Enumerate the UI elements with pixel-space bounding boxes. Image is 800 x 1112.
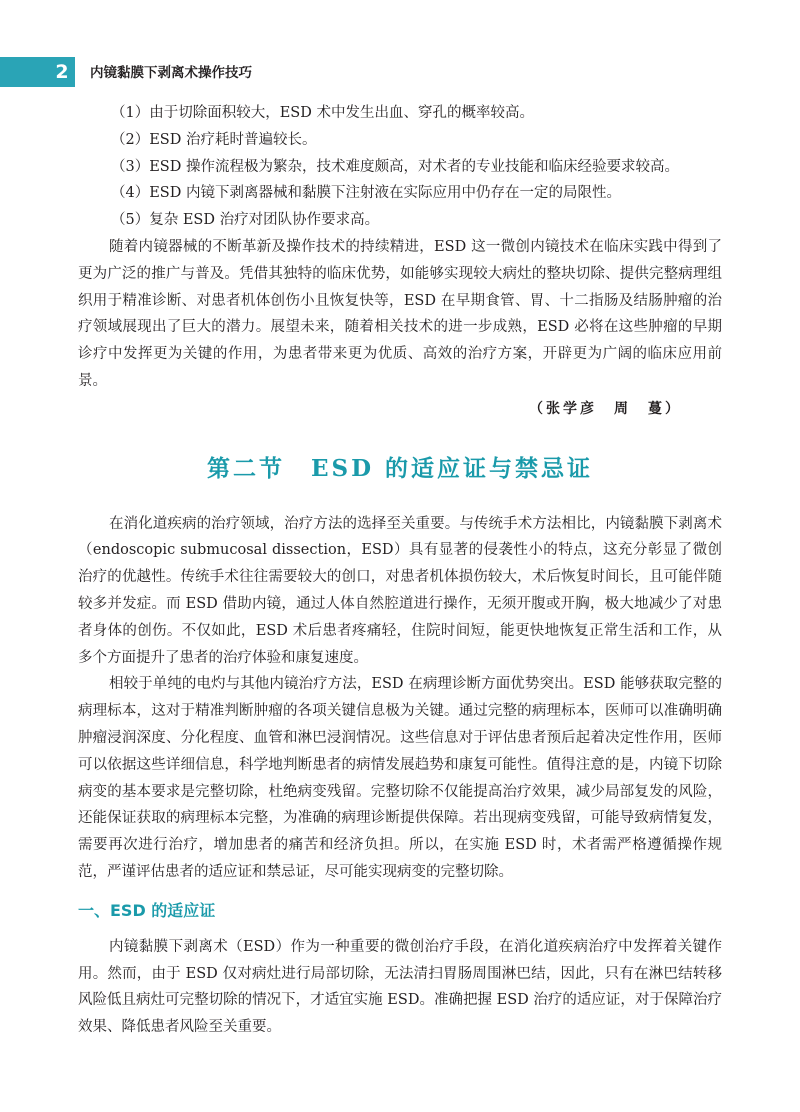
author-attribution: （张学彦 周 蔓） bbox=[529, 400, 682, 417]
list-item: （1）由于切除面积较大，ESD 术中发生出血、穿孔的概率较高。 bbox=[111, 105, 534, 121]
section-title: 第二节 ESD 的适应证与禁忌证 bbox=[206, 454, 594, 482]
list-item: （4）ESD 内镜下剥离器械和黏膜下注射液在实际应用中仍存在一定的局限性。 bbox=[111, 185, 621, 202]
list-item: （2）ESD 治疗耗时普遍较长。 bbox=[111, 131, 317, 148]
subsection-title: 一、ESD 的适应证 bbox=[78, 900, 216, 920]
subsection-paragraph: 内镜黏膜下剥离术（ESD）作为一种重要的微创治疗手段，在消化道疾病治疗中发挥着关键作用。然而，由于 ESD 仅对病灶进行局部切除，无法清扫胃肠周围淋巴结，因此，只有在淋巴结转移风险低且病灶可完整切除的情况下，才适宜实施 ESD。准确把握 ESD 治疗的适应证，对于保障治疗效果、降低患者风险至关重要。 bbox=[78, 938, 722, 1036]
section-paragraph: 在消化道疾病的治疗领域，治疗方法的选择至关重要。与传统手术方法相比，内镜黏膜下剥离术（endoscopic submucosal dissection，ESD）具有显著的侵袭性小的特点，这充分彰显了微创治疗的优越性。传统手术往往需要较大的创口，对患者机体损伤较大，术后恢复时间长，且可能伴随较多并发症。而 ESD 借助内镜，通过人体自然腔道进行操作，无须开腹或开胸，极大地减少了对患者身体的创伤。不仅如此，ESD 术后患者疼痛轻，住院时间短，能更快地恢复正常生活和工作，从多个方面提升了患者的治疗体验和康复速度。 bbox=[78, 515, 722, 666]
list-item: （3）ESD 操作流程极为繁杂，技术难度颇高，对术者的专业技能和临床经验要求较高。 bbox=[111, 158, 679, 175]
intro-paragraph: 随着内镜器械的不断革新及操作技术的持续精进，ESD 这一微创内镜技术在临床实践中得到了更为广泛的推广与普及。凭借其独特的临床优势，如能够实现较大病灶的整块切除、提供完整病理组织用于精准诊断、对患者机体创伤小且恢复快等，ESD 在早期食管、胃、十二指肠及结肠肿瘤的治疗领域展现出了巨大的潜力。展望未来，随着相关技术的进一步成熟，ESD 必将在这些肿瘤的早期诊疗中发挥更为关键的作用，为患者带来更为优质、高效的治疗方案，开辟更为广阔的临床应用前景。 bbox=[78, 238, 722, 389]
running-header-title: 内镜黏膜下剥离术操作技巧 bbox=[90, 65, 252, 81]
section-paragraph: 相较于单纯的电灼与其他内镜治疗方法，ESD 在病理诊断方面优势突出。ESD 能够获取完整的病理标本，这对于精准判断肿瘤的各项关键信息极为关键。通过完整的病理标本，医师可以准确明确肿瘤浸润深度、分化程度、血管和淋巴浸润情况。这些信息对于评估患者预后起着决定性作用，医师可以依据这些详细信息，科学地判断患者的病情发展趋势和康复可能性。值得注意的是，内镜下切除病变的基本要求是完整切除，杜绝病变残留。完整切除不仅能提高治疗效果，减少局部复发的风险，还能保证获取的病理标本完整，为准确的病理诊断提供保障。若出现病变残留，可能导致病情复发，需要再次进行治疗，增加患者的痛苦和经济负担。所以，在实施 ESD 时，术者需严格遵循操作规范，严谨评估患者的适应证和禁忌证，尽可能实现病变的完整切除。 bbox=[78, 676, 722, 880]
page-content bbox=[78, 100, 722, 1041]
list-item: （5）复杂 ESD 治疗对团队协作要求高。 bbox=[111, 212, 380, 229]
page-number: 2 bbox=[55, 61, 69, 83]
